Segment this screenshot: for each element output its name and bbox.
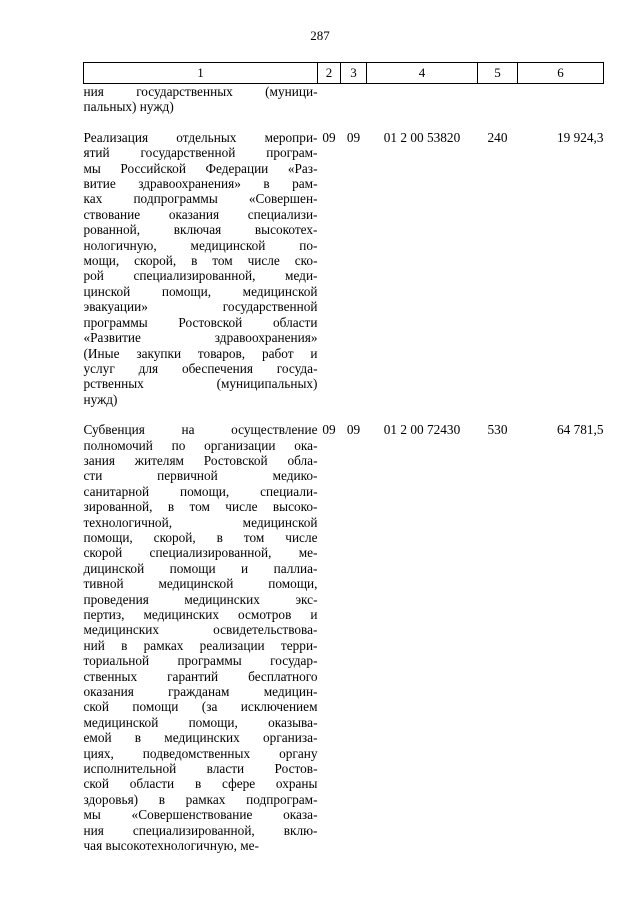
row-spacer xyxy=(84,115,604,130)
amount-value xyxy=(518,84,604,115)
description-line: ственных гарантий бесплатного xyxy=(83,668,318,684)
header-col-6: 6 xyxy=(518,63,604,84)
budget-table xyxy=(83,62,604,854)
description-line: медицинской помощи, оказыва- xyxy=(83,714,318,730)
row-description xyxy=(84,84,318,115)
description-line: (Иные закупки товаров, работ и xyxy=(83,345,318,361)
header-col-1: 1 xyxy=(84,63,318,84)
description-line: пертиз, медицинских осмотров и xyxy=(83,607,318,622)
description-line: технологичной, медицинской xyxy=(83,514,318,530)
description-line: ния государственных (муници- xyxy=(83,84,318,99)
amount-value: 64 781,5 xyxy=(556,422,604,438)
description-line: «Развитие здравоохранения» xyxy=(83,330,318,346)
description-line: услуг для обеспечения госуда- xyxy=(83,360,318,376)
subsection-code: 09 xyxy=(346,129,361,145)
description-line: тивной медицинской помощи, xyxy=(83,576,318,592)
description-line: ний в рамках реализации терри- xyxy=(83,637,318,653)
target-article-code: 01 2 00 72430 xyxy=(383,422,461,438)
row-description xyxy=(84,422,318,853)
description-line: здоровья) в рамках подпрограм- xyxy=(83,791,318,807)
description-line: Субвенция на осуществление xyxy=(83,422,318,438)
description-line: эвакуации» государственной xyxy=(83,299,318,315)
description-line: дицинской помощи и паллиа- xyxy=(83,560,318,576)
description-line: зированной, в том числе высоко- xyxy=(83,499,318,515)
header-col-3: 3 xyxy=(341,63,367,84)
description-line: нологичную, медицинской по- xyxy=(83,237,318,253)
description-line: скорой специализированной, ме- xyxy=(83,545,318,561)
description-line: Реализация отдельных меропри- xyxy=(83,129,318,145)
description-line: витие здравоохранения» в рам- xyxy=(83,176,318,192)
row-spacer xyxy=(84,407,604,422)
description-line: ской помощи (за исключением xyxy=(83,699,318,715)
expense-type-code: 530 xyxy=(487,422,508,438)
spacer-cell xyxy=(84,407,604,422)
header-col-4: 4 xyxy=(367,63,478,84)
description-line: медицинских освидетельствова- xyxy=(83,622,318,638)
header-col-5: 5 xyxy=(478,63,518,84)
page-number: 287 xyxy=(310,28,330,43)
description-line: ках подпрограммы «Совершен- xyxy=(83,191,318,207)
section-code: 09 xyxy=(322,129,336,145)
table-body xyxy=(84,84,604,854)
description-line: сти первичной медико- xyxy=(83,468,318,484)
description-line: мы Российской Федерации «Раз- xyxy=(83,160,318,176)
table-row xyxy=(84,84,604,115)
subsection-code xyxy=(341,84,367,115)
target-article-code: 01 2 00 53820 xyxy=(383,129,461,145)
table-row xyxy=(84,130,604,407)
expense-type-code: 240 xyxy=(487,129,508,145)
description-line: рственных (муниципальных) xyxy=(83,376,318,392)
description-line: мощи, скорой, в том числе ско- xyxy=(83,253,318,269)
description-line: мы «Совершенствование оказа- xyxy=(83,807,318,823)
description-line: помощи, скорой, в том числе xyxy=(83,529,318,545)
description-line: оказания гражданам медицин- xyxy=(83,684,318,700)
header-row xyxy=(84,63,604,84)
description-line: пальных) нужд) xyxy=(83,99,174,115)
description-line: чая высокотехнологичную, ме- xyxy=(83,838,259,854)
description-line: нужд) xyxy=(83,391,118,407)
description-line: рованной, включая высокотех- xyxy=(83,222,318,238)
description-line: ториальной программы государ- xyxy=(83,653,318,669)
section-code: 09 xyxy=(322,422,336,438)
spacer-cell xyxy=(84,115,604,130)
target-article-code xyxy=(367,84,478,115)
header-col-2: 2 xyxy=(318,63,341,84)
description-line: рой специализированной, меди- xyxy=(83,268,318,284)
amount-value: 19 924,3 xyxy=(556,129,604,145)
description-line: емой в медицинских организа- xyxy=(83,730,318,746)
description-line: полномочий по организации ока- xyxy=(83,437,318,453)
description-line: санитарной помощи, специали- xyxy=(83,483,318,499)
row-description xyxy=(84,130,318,407)
expense-type-code xyxy=(478,84,518,115)
description-line: исполнительной власти Ростов- xyxy=(83,761,318,777)
description-line: зания жителям Ростовской обла- xyxy=(83,452,318,468)
description-line: программы Ростовской области xyxy=(83,314,318,330)
subsection-code: 09 xyxy=(346,422,361,438)
description-line: проведения медицинских экс- xyxy=(83,591,318,607)
description-line: ятий государственной програм- xyxy=(83,145,318,161)
section-code xyxy=(318,84,341,115)
description-line: ской области в сфере охраны xyxy=(83,776,318,792)
description-line: ния специализированной, вклю- xyxy=(83,822,318,838)
table-row xyxy=(84,422,604,853)
description-line: циях, подведомственных органу xyxy=(83,745,318,761)
description-line: цинской помощи, медицинской xyxy=(83,283,318,299)
description-line: ствование оказания специализи- xyxy=(83,206,318,222)
